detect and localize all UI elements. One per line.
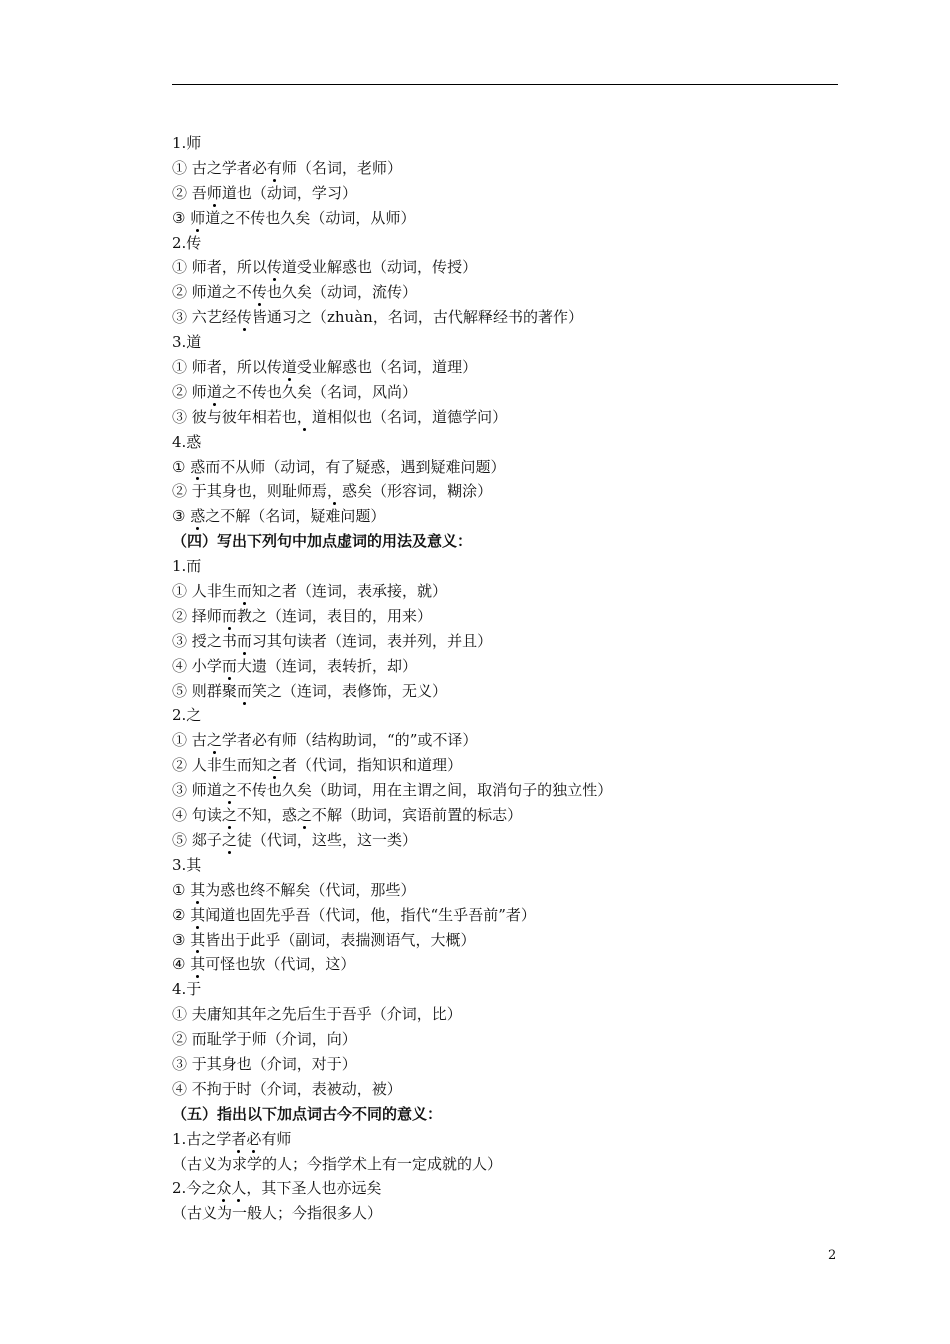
- text-line: 3.其: [172, 855, 202, 874]
- text-line: 1.而: [172, 557, 202, 576]
- text-line: ② 其闻道也固先乎吾（代词，他，指代“生乎吾前”者）: [172, 903, 852, 928]
- text-line: ④ 其可怪也欤（代词，这）: [172, 952, 852, 977]
- emphasis-dot-char: 道: [282, 355, 297, 380]
- text-line: ④ 不拘于时（介词，表被动，被）: [172, 1079, 402, 1098]
- document-body: [172, 131, 852, 1226]
- emphasis-dot-char: 而: [222, 604, 237, 629]
- text-line: ① 夫庸知其年之先后生于吾乎（介词，比）: [172, 1005, 462, 1024]
- emphasis-dot-char: 其: [190, 928, 205, 953]
- text-line: ① 惑而不从师（动词，有了疑惑，遇到疑难问题）: [172, 455, 852, 480]
- text-line: ① 古之学者必有师（名词，老师）: [172, 156, 852, 181]
- text-line: ③ 六艺经传皆通习之（zhuàn，名词，古代解释经书的著作）: [172, 305, 852, 330]
- text-line: 4.惑: [172, 432, 202, 451]
- text-line: ① 古之学者必有师（结构助词，“的”或不译）: [172, 728, 852, 753]
- text-line: ⑤ 郯子之徒（代词，这些，这一类）: [172, 828, 852, 853]
- text-line: 4.于: [172, 980, 202, 999]
- emphasis-dot-char: 师: [207, 181, 222, 206]
- text-line: ③ 于其身也（介词，对于）: [172, 1054, 357, 1073]
- text-line: （古义为一般人；今指很多人）: [172, 1204, 383, 1223]
- section-heading: （五）指出以下加点词古今不同的意义：: [172, 1104, 443, 1123]
- text-line: ⑤ 则群聚而笑之（连词，表修饰，无义）: [172, 679, 852, 704]
- text-line: ① 师者，所以传道受业解惑也（名词，道理）: [172, 355, 852, 380]
- emphasis-dot-char: 人: [231, 1176, 246, 1201]
- emphasis-dot-char: 传: [267, 255, 282, 280]
- emphasis-dot-char: 之: [297, 803, 312, 828]
- emphasis-dot-char: 之: [222, 828, 237, 853]
- emphasis-dot-char: 惑: [190, 504, 205, 529]
- emphasis-dot-char: 有: [267, 156, 282, 181]
- text-line: ③ 师道之不传也久矣（动词，从师）: [172, 206, 852, 231]
- emphasis-dot-char: 传: [237, 305, 252, 330]
- emphasis-dot-char: 之: [222, 778, 237, 803]
- emphasis-dot-char: 众: [216, 1176, 231, 1201]
- text-line: 1.古之学者必有师: [172, 1127, 852, 1152]
- emphasis-dot-char: 之: [207, 728, 222, 753]
- emphasis-dot-char: 之: [267, 753, 282, 778]
- text-line: （古义为求学的人；今指学术上有一定成就的人）: [172, 1154, 503, 1173]
- text-line: ③ 师道之不传也久矣（助词，用在主谓之间，取消句子的独立性）: [172, 778, 852, 803]
- text-line: ② 于其身也，则耻师焉，惑矣（形容词，糊涂）: [172, 479, 852, 504]
- page-number: 2: [828, 1248, 837, 1263]
- text-line: ② 而耻学于师（介词，向）: [172, 1030, 357, 1049]
- text-line: 1.师: [172, 134, 202, 152]
- emphasis-dot-char: 而: [222, 654, 237, 679]
- text-line: ① 其为惑也终不解矣（代词，那些）: [172, 878, 852, 903]
- text-line: ③ 其皆出于此乎（副词，表揣测语气，大概）: [172, 928, 852, 953]
- text-line: ④ 小学而大遗（连词，表转折，却）: [172, 654, 852, 679]
- text-line: ② 师道之不传也久矣（名词，风尚）: [172, 380, 852, 405]
- header-rule: [172, 84, 838, 85]
- text-line: ② 师道之不传也久矣（动词，流传）: [172, 280, 852, 305]
- emphasis-dot-char: ，: [327, 479, 342, 504]
- emphasis-dot-char: 其: [190, 903, 205, 928]
- text-line: 2.之: [172, 706, 202, 725]
- section-heading: （四）写出下列句中加点虚词的用法及意义：: [172, 532, 473, 551]
- emphasis-dot-char: 惑: [190, 455, 205, 480]
- emphasis-dot-char: ，: [297, 405, 312, 430]
- text-line: 2.传: [172, 233, 202, 252]
- emphasis-dot-char: 道: [207, 380, 222, 405]
- text-line: ③ 惑之不解（名词，疑难问题）: [172, 504, 852, 529]
- emphasis-dot-char: 其: [190, 952, 205, 977]
- emphasis-dot-char: 传: [252, 280, 267, 305]
- emphasis-dot-char: 而: [237, 679, 252, 704]
- emphasis-dot-char: 师: [190, 206, 205, 231]
- text-line: 2.今之众人，其下圣人也亦远矣: [172, 1176, 852, 1201]
- text-line: ④ 句读之不知，惑之不解（助词，宾语前置的标志）: [172, 803, 852, 828]
- emphasis-dot-char: 之: [222, 803, 237, 828]
- emphasis-dot-char: 而: [237, 629, 252, 654]
- text-line: ③ 授之书而习其句读者（连词，表并列，并且）: [172, 629, 852, 654]
- text-line: 3.道: [172, 333, 202, 352]
- text-line: ② 择师而教之（连词，表目的，用来）: [172, 604, 852, 629]
- text-line: ① 人非生而知之者（连词，表承接，就）: [172, 579, 852, 604]
- text-line: ① 师者，所以传道受业解惑也（动词，传授）: [172, 255, 852, 280]
- text-line: ③ 彼与彼年相若也，道相似也（名词，道德学问）: [172, 405, 852, 430]
- emphasis-dot-char: 而: [237, 579, 252, 604]
- emphasis-dot-char: 者: [231, 1127, 246, 1152]
- text-line: ② 人非生而知之者（代词，指知识和道理）: [172, 753, 852, 778]
- text-line: ② 吾师道也（动词，学习）: [172, 181, 852, 206]
- emphasis-dot-char: 其: [190, 878, 205, 903]
- emphasis-dot-char: 必: [246, 1127, 261, 1152]
